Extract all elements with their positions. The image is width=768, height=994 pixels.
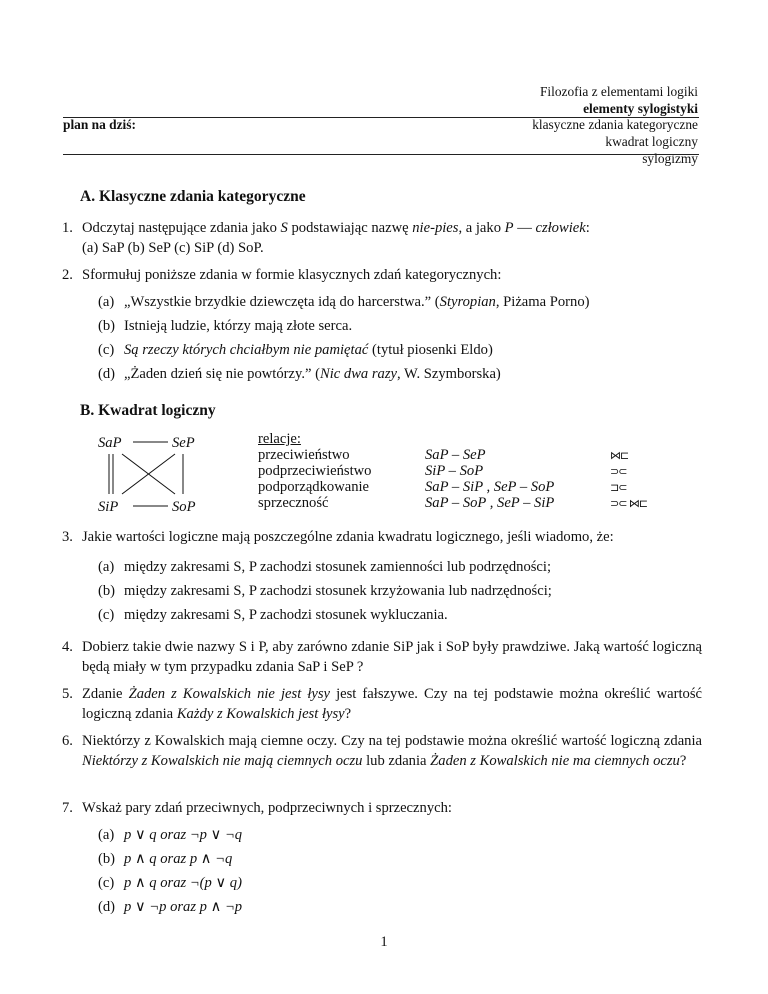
- task-6: 6. Niektórzy z Kowalskich mają ciemne oczy. Czy na tej podstawie można określić wartość logiczną zdania Niektórzy z Kowalskich nie mają ciemnych oczu lub zdania Żaden z Kowalskich nie ma ciemnych oczu?: [62, 733, 702, 769]
- section-a-title: A. Klasyczne zdania kategoryczne: [80, 188, 306, 205]
- plan-item: sylogizmy: [642, 151, 698, 166]
- task-7d: (d) p ∨ ¬p oraz p ∧ ¬p: [98, 899, 243, 915]
- relation-pair: SaP – SeP: [425, 447, 486, 463]
- task-7c: (c) p ∧ q oraz ¬(p ∨ q): [98, 875, 242, 891]
- task-3c: (c) między zakresami S, P zachodzi stosunek wykluczania.: [98, 607, 448, 623]
- task-2: 2. Sformułuj poniższe zdania w formie klasycznych zdań kategorycznych:: [62, 267, 502, 283]
- task-3a: (a) między zakresami S, P zachodzi stosunek zamienności lub podrzędności;: [98, 559, 552, 575]
- task-2a: (a) „Wszystkie brzydkie dziewczęta idą do harcerstwa.” (Styropian, Piżama Porno): [98, 294, 590, 310]
- plan-item: klasyczne zdania kategoryczne: [532, 117, 698, 132]
- plan-item: kwadrat logiczny: [605, 134, 698, 149]
- relation-symbol: ⊃⊂ ⋈⊏: [610, 497, 648, 510]
- section-b-title: B. Kwadrat logiczny: [80, 402, 216, 419]
- task-5: 5. Zdanie Żaden z Kowalskich nie jest łysy jest fałszywe. Czy na tej podstawie można określić wartość logiczną zdania Każdy z Kowalskich jest łysy?: [62, 686, 702, 722]
- relation-pair: SaP – SiP , SeP – SoP: [425, 479, 555, 495]
- plan-label: plan na dziś:: [63, 117, 136, 132]
- page-number: 1: [380, 934, 388, 950]
- task-2d: (d) „Żaden dzień się nie powtórzy.” (Nic dwa razy, W. Szymborska): [98, 366, 501, 382]
- task-1: 1. Odczytaj następujące zdania jako S podstawiając nazwę nie-pies, a jako P — człowiek: (a) SaP (b) SeP (c) SiP (d) SoP.: [62, 220, 590, 256]
- task-3b: (b) między zakresami S, P zachodzi stosunek krzyżowania lub nadrzędności;: [98, 583, 552, 599]
- relation-symbol: ⋈⊏: [610, 449, 629, 462]
- topic-title: elementy sylogistyki: [583, 101, 698, 116]
- square-sip: SiP: [98, 499, 119, 515]
- relation-name: sprzeczność: [258, 495, 329, 511]
- relation-pair: SiP – SoP: [425, 463, 484, 479]
- relation-name: przeciwieństwo: [258, 447, 350, 463]
- task-3: 3. Jakie wartości logiczne mają poszczególne zdania kwadratu logicznego, jeśli wiadomo, że:: [62, 529, 614, 545]
- square-sep: SeP: [172, 435, 195, 451]
- task-2b: (b) Istnieją ludzie, którzy mają złote serca.: [98, 318, 353, 334]
- plan-rule: [63, 154, 699, 155]
- relation-symbol: ⊃⊂: [610, 465, 627, 478]
- relations-heading: relacje:: [258, 431, 301, 447]
- square-lines: [95, 430, 205, 520]
- task-7b: (b) p ∧ q oraz p ∧ ¬q: [98, 851, 233, 867]
- square-sap: SaP: [98, 435, 122, 451]
- square-sop: SoP: [172, 499, 196, 515]
- course-title: Filozofia z elementami logiki: [539, 84, 698, 99]
- relation-pair: SaP – SoP , SeP – SiP: [425, 495, 555, 511]
- task-4: 4. Dobierz takie dwie nazwy S i P, aby zarówno zdanie SiP jak i SoP były prawdziwe. Jaką wartość logiczną będą miały w tym przypadku zdania SaP i SeP ?: [62, 639, 702, 675]
- relation-symbol: ⊐⊂: [610, 481, 627, 494]
- task-7a: (a) p ∨ q oraz ¬p ∨ ¬q: [98, 827, 243, 843]
- relation-name: podporządkowanie: [258, 479, 370, 495]
- task-2c: (c) Są rzeczy których chciałbym nie pamiętać (tytuł piosenki Eldo): [98, 342, 493, 358]
- header-block: [540, 83, 698, 117]
- task-7: 7. Wskaż pary zdań przeciwnych, podprzeciwnych i sprzecznych:: [62, 800, 452, 816]
- plan-list: [532, 116, 698, 167]
- relation-name: podprzeciwieństwo: [258, 463, 372, 479]
